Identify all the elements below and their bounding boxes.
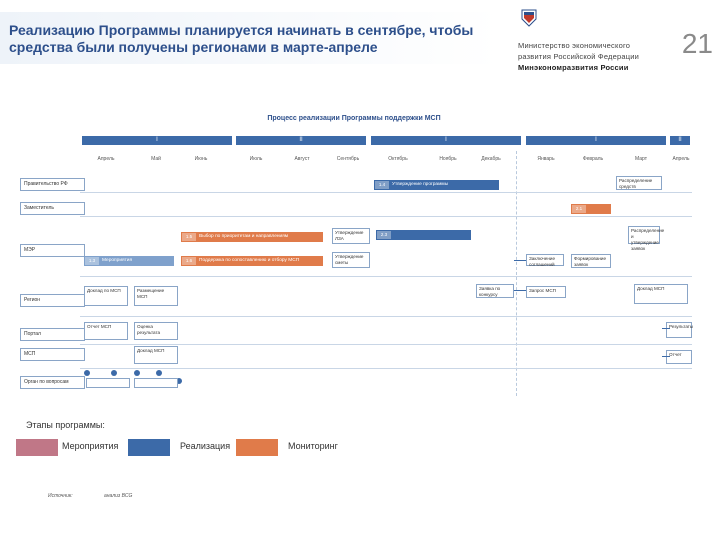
row-divider [80,216,692,217]
bar-number: 2.1 [572,205,586,213]
ministry-name [518,40,668,73]
task-box: Формирование заявок [571,254,611,268]
month-label: Март [635,156,647,162]
bar-label: Поддержка по сопоставлению и отбору МСП [199,258,300,263]
milestone-dot [84,370,90,376]
row-divider [80,276,692,277]
month-label: Апрель [97,156,115,162]
bar-label: Выбор по приоритетам и направлениям [199,234,289,239]
phase-1: I [82,136,232,145]
gantt-diagram [16,106,692,396]
legend-label: Мероприятия [62,441,119,451]
task-box: Заявка по конкурсу [476,284,514,298]
source-label: Источник: [48,493,73,499]
bar-number: 1.5 [182,233,196,241]
milestone-dot [111,370,117,376]
task-box: Распределение средств [616,176,662,190]
row-label: Регион [20,294,85,307]
gantt-bar [181,256,323,266]
row-divider [80,344,692,345]
month-label: Сентябрь [336,156,360,162]
month-label: Август [294,156,310,162]
gantt-bar [181,232,323,242]
task-box [134,378,178,388]
task-box: Доклад по МСП [84,286,128,306]
month-label: Апрель [672,156,690,162]
row-divider [80,316,692,317]
task-box: Доклад МСП [134,346,178,364]
row-label: МСП [20,348,85,361]
bar-label: Мероприятия [102,258,133,263]
month-label: Декабрь [481,156,501,162]
task-box: Утверждение сметы [332,252,370,268]
bar-number: 2.3 [377,231,391,239]
task-box: Отчет [666,350,692,364]
connector-arrow [662,356,670,357]
ministry-line1: Министерство экономического [518,41,631,50]
task-box: Распределение и утверждение заявок [628,226,660,244]
connector-arrow [662,328,670,329]
month-label: Январь [537,156,555,162]
bar-number: 1.6 [182,257,196,265]
connector-arrow [514,260,526,261]
month-label: Май [151,156,161,162]
legend-label: Мониторинг [288,441,338,451]
task-box [86,378,130,388]
task-box: Запрос МСП [526,286,566,298]
bar-label: Утверждение программы [392,182,449,187]
ministry-emblem-icon [520,8,538,28]
gantt-bar [374,180,499,190]
row-label: Орган по вопросам [20,376,85,389]
milestone-dot [156,370,162,376]
task-box: Размещение МСП [134,286,178,306]
month-label: Октябрь [388,156,408,162]
row-divider [80,368,692,369]
task-box: Отчет МСП [84,322,128,340]
gantt-title: Процесс реализации Программы поддержки МСП [267,115,441,122]
task-box: Заключение соглашений [526,254,564,266]
page-number: 21 [681,28,713,59]
gantt-bar [84,256,174,266]
gantt-bar [376,230,471,240]
ministry-short: Минэкономразвития России [518,63,629,72]
row-label: Портал [20,328,85,341]
bar-number: 1.4 [375,181,389,189]
milestone-dot [134,370,140,376]
task-box: Оценка результата [134,322,178,340]
month-label: Ноябрь [439,156,457,162]
connector-arrow [514,290,526,291]
legend-swatch [16,439,58,456]
slide-title: Реализацию Программы планируется начинать в сентябре, чтобы средства были получены регионами в марте-апреле [9,22,474,55]
month-label: Февраль [582,156,604,162]
phase-5: II [670,136,690,145]
month-label: Июль [249,156,263,162]
month-label: Июнь [194,156,208,162]
legend-title: Этапы программы: [26,420,105,430]
task-box: Утверждение ЛЗА [332,228,370,244]
slide-header [0,0,720,70]
phase-4: I [526,136,666,145]
legend-swatch [128,439,170,456]
row-label: Правительство РФ [20,178,85,191]
task-box: Доклад МСП [634,284,688,304]
ministry-line2: развития Российской Федерации [518,52,639,61]
phase-2: II [236,136,366,145]
gantt-bar [571,204,611,214]
legend-swatch [236,439,278,456]
task-box: Результаты [666,322,692,338]
bar-number: 1.3 [85,257,99,265]
row-divider [80,192,692,193]
year-divider [516,151,517,396]
row-label: МЭР [20,244,85,257]
row-label: Заместитель [20,202,85,215]
phase-3: I [371,136,521,145]
legend-label: Реализация [180,441,231,451]
source-text: анализ BCG [104,493,133,499]
